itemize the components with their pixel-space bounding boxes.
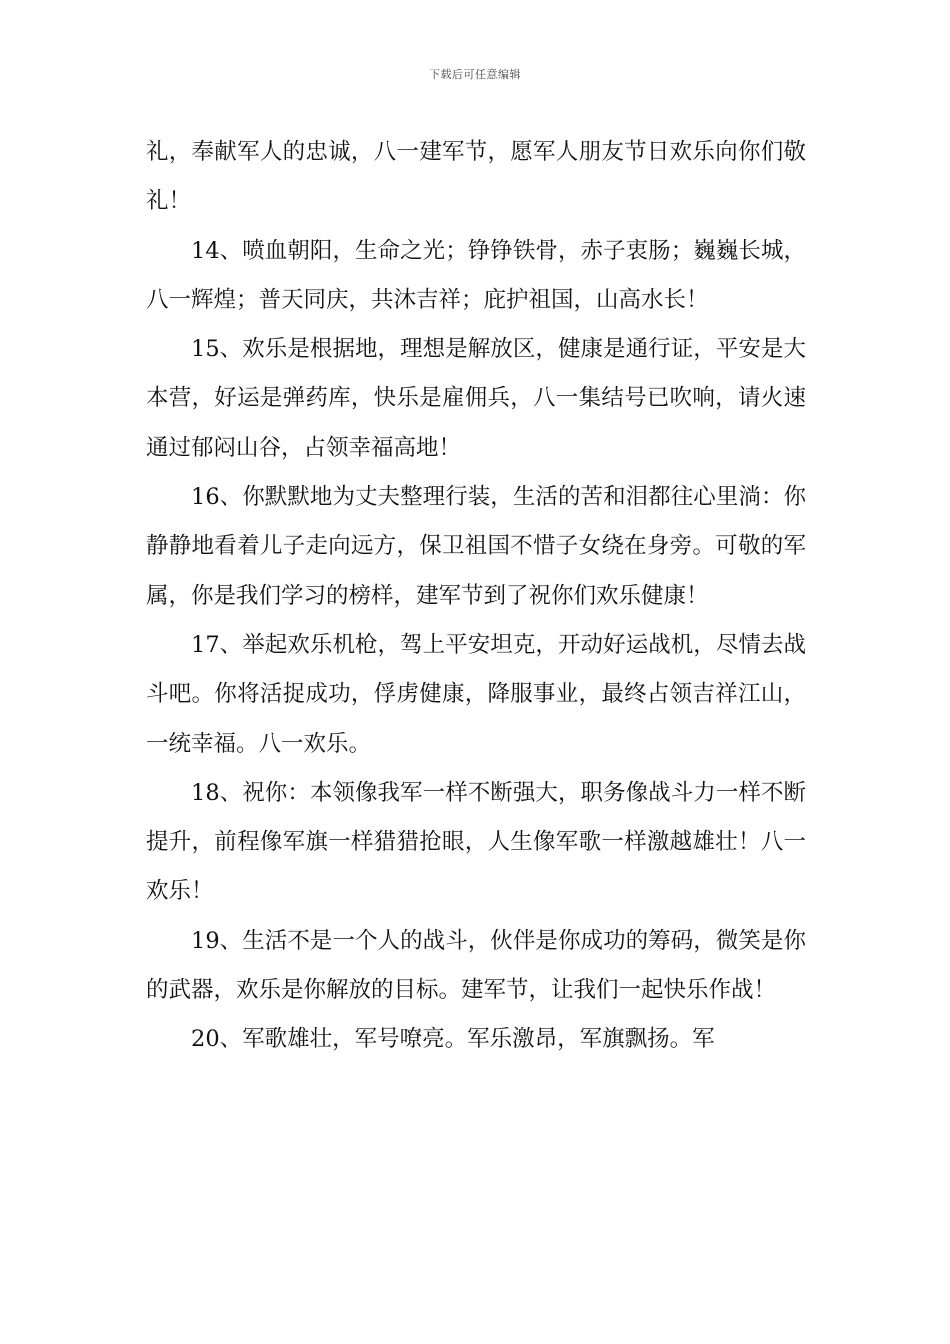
paragraph-18: 18、祝你：本领像我军一样不断强大，职务像战斗力一样不断提升，前程像军旗一样猎猎抢眼，人生像军歌一样激越雄壮！八一欢乐！ bbox=[146, 779, 806, 905]
document-body bbox=[146, 128, 806, 1065]
paragraph-15: 15、欢乐是根据地，理想是解放区，健康是通行证，平安是大本营，好运是弹药库，快乐是雇佣兵，八一集结号已吹响，请火速通过郁闷山谷，占领幸福高地！ bbox=[146, 336, 806, 461]
paragraph-17: 17、举起欢乐机枪，驾上平安坦克，开动好运战机，尽情去战斗吧。你将活捉成功，俘虏健康，降服事业，最终占领吉祥江山，一统幸福。八一欢乐。 bbox=[146, 631, 806, 757]
paragraph-19: 19、生活不是一个人的战斗，伙伴是你成功的筹码，微笑是你的武器，欢乐是你解放的目标。建军节，让我们一起快乐作战！ bbox=[146, 927, 806, 1004]
paragraph-16: 16、你默默地为丈夫整理行装，生活的苦和泪都往心里淌：你静静地看着儿子走向远方，保卫祖国不惜子女绕在身旁。可敬的军属，你是我们学习的榜样，建军节到了祝你们欢乐健康！ bbox=[146, 484, 806, 609]
paragraph-continuation: 礼，奉献军人的忠诚，八一建军节，愿军人朋友节日欢乐向你们敬礼！ bbox=[146, 139, 806, 215]
paragraph-20: 20、军歌雄壮，军号嘹亮。军乐激昂，军旗飘扬。军 bbox=[191, 1026, 715, 1053]
paragraph-14: 14、喷血朝阳，生命之光；铮铮铁骨，赤子衷肠；巍巍长城，八一辉煌；普天同庆，共沐吉祥；庇护祖国，山高水长！ bbox=[146, 237, 806, 313]
page-header: 下载后可任意编辑 bbox=[429, 68, 521, 81]
